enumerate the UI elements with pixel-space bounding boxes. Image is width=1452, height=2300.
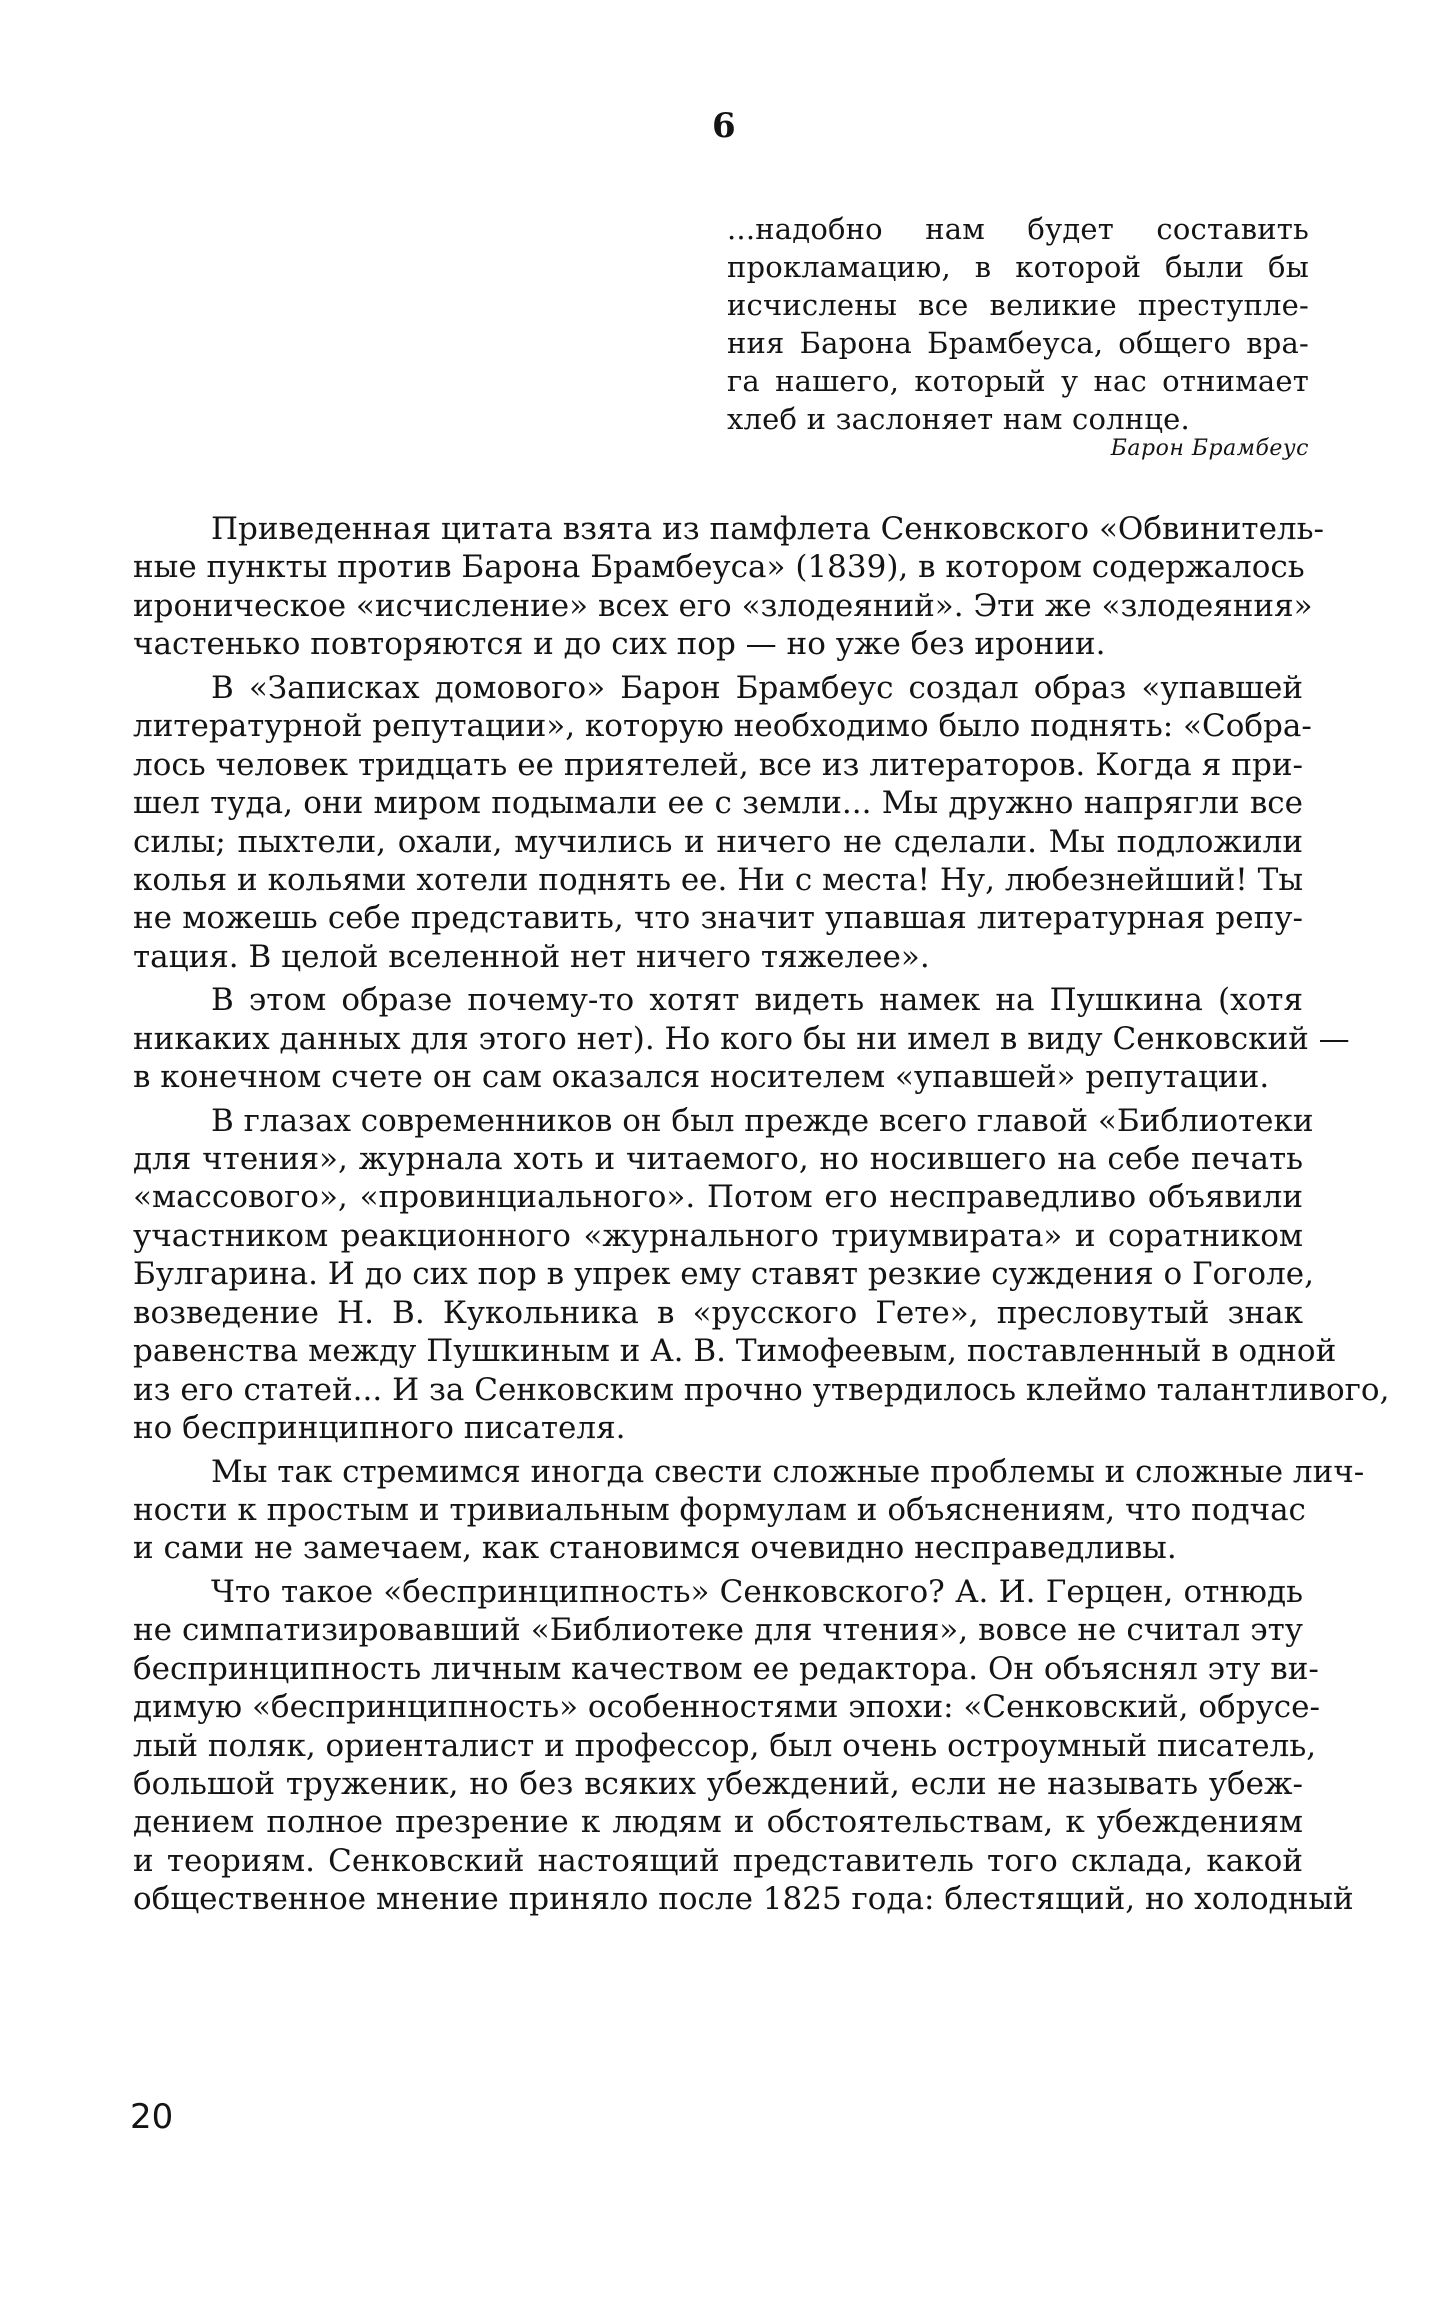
text-line: беспринципность личным качеством ее редактора. Он объяснял эту ви-	[133, 1650, 1319, 1687]
text-line: в конечном счете он сам оказался носителем «упавшей» репутации.	[133, 1059, 1270, 1096]
text-line: «массового», «провинциального». Потом его несправедливо объявили	[133, 1179, 1303, 1216]
epigraph-line: ния Барона Брамбеуса, общего вра-	[727, 326, 1309, 360]
paragraph	[133, 1102, 1390, 1448]
text-line: общественное мнение приняло после 1825 года: блестящий, но холодный	[133, 1881, 1354, 1918]
text-line: возведение Н. В. Кукольника в «русского Гете», пресловутый знак	[133, 1294, 1303, 1331]
text-line: В глазах современников он был прежде всего главой «Библиотеки	[211, 1102, 1314, 1139]
page-number: 20	[130, 2097, 174, 2137]
epigraph-line: исчислены все великие преступле-	[727, 288, 1309, 322]
text-line: литературной репутации», которую необходимо было поднять: «Собра-	[133, 708, 1312, 745]
paragraph	[133, 1573, 1354, 1919]
text-line: не симпатизировавший «Библиотеке для чтения», вовсе не считал эту	[133, 1612, 1303, 1649]
text-line: димую «беспринципность» особенностями эпохи: «Сенковский, обрусе-	[133, 1689, 1320, 1726]
body-text	[133, 510, 1390, 1924]
text-line: Приведенная цитата взята из памфлета Сенковского «Обвинитель-	[211, 511, 1324, 547]
paragraph	[133, 1453, 1365, 1568]
text-line: из его статей... И за Сенковским прочно утвердилось клеймо талантливого,	[133, 1371, 1390, 1408]
text-line: Булгарина. И до сих пор в упрек ему ставят резкие суждения о Гоголе,	[133, 1256, 1314, 1293]
text-line: для чтения», журнала хоть и читаемого, но носившего на себе печать	[133, 1141, 1303, 1177]
epigraph-author: Барон Брамбеус	[1110, 436, 1309, 461]
text-line: частенько повторяются и до сих пор — но уже без иронии.	[133, 626, 1106, 663]
paragraph	[133, 510, 1324, 664]
text-line: лось человек тридцать ее приятелей, все из литераторов. Когда я при-	[133, 746, 1303, 783]
epigraph-line: ...надобно нам будет составить	[727, 212, 1309, 246]
text-line: равенства между Пушкиным и А. В. Тимофеевым, поставленный в одной	[133, 1333, 1337, 1370]
text-line: ироническое «исчисление» всех его «злодеяний». Эти же «злодеяния»	[133, 587, 1313, 624]
text-line: Мы так стремимся иногда свести сложные проблемы и сложные лич-	[211, 1453, 1365, 1490]
epigraph-line: прокламацию, в которой были бы	[727, 250, 1309, 284]
epigraph-line: хлеб и заслоняет нам солнце.	[727, 402, 1190, 436]
text-line: и сами не замечаем, как становимся очевидно несправедливы.	[133, 1530, 1177, 1567]
epigraph-line: га нашего, который у нас отнимает	[727, 364, 1309, 398]
paragraph	[133, 981, 1350, 1096]
text-line: ные пункты против Барона Брамбеуса» (1839), в котором содержалось	[133, 549, 1305, 586]
text-line: участником реакционного «журнального триумвирата» и соратником	[133, 1217, 1303, 1254]
text-line: В «Записках домового» Барон Брамбеус создал образ «упавшей	[211, 669, 1303, 706]
paragraph	[133, 669, 1312, 977]
text-line: большой труженик, но без всяких убеждений, если не называть убеж-	[133, 1766, 1303, 1802]
text-line: колья и кольями хотели поднять ее. Ни с места! Ну, любезнейший! Ты	[133, 861, 1303, 898]
chapter-number: 6	[712, 106, 736, 146]
text-line: но беспринципного писателя.	[133, 1410, 626, 1447]
text-line: и теориям. Сенковский настоящий представитель того склада, какой	[133, 1842, 1303, 1879]
text-line: шел туда, они миром подымали ее с земли... Мы дружно напрягли все	[133, 785, 1303, 822]
text-line: Что такое «беспринципность» Сенковского? А. И. Герцен, отнюдь	[211, 1573, 1303, 1610]
text-line: лый поляк, ориенталист и профессор, был очень остроумный писатель,	[133, 1727, 1317, 1764]
text-line: ности к простым и тривиальным формулам и объяснениям, что подчас	[133, 1491, 1306, 1528]
text-line: силы; пыхтели, охали, мучились и ничего не сделали. Мы подложили	[133, 823, 1303, 860]
epigraph	[727, 210, 1309, 438]
text-line: не можешь себе представить, что значит упавшая литературная репу-	[133, 900, 1303, 937]
text-line: В этом образе почему-то хотят видеть намек на Пушкина (хотя	[211, 982, 1303, 1019]
text-line: тация. В целой вселенной нет ничего тяжелее».	[133, 938, 930, 975]
text-line: дением полное презрение к людям и обстоятельствам, к убеждениям	[133, 1804, 1303, 1841]
text-line: никаких данных для этого нет). Но кого бы ни имел в виду Сенковский —	[133, 1020, 1350, 1057]
